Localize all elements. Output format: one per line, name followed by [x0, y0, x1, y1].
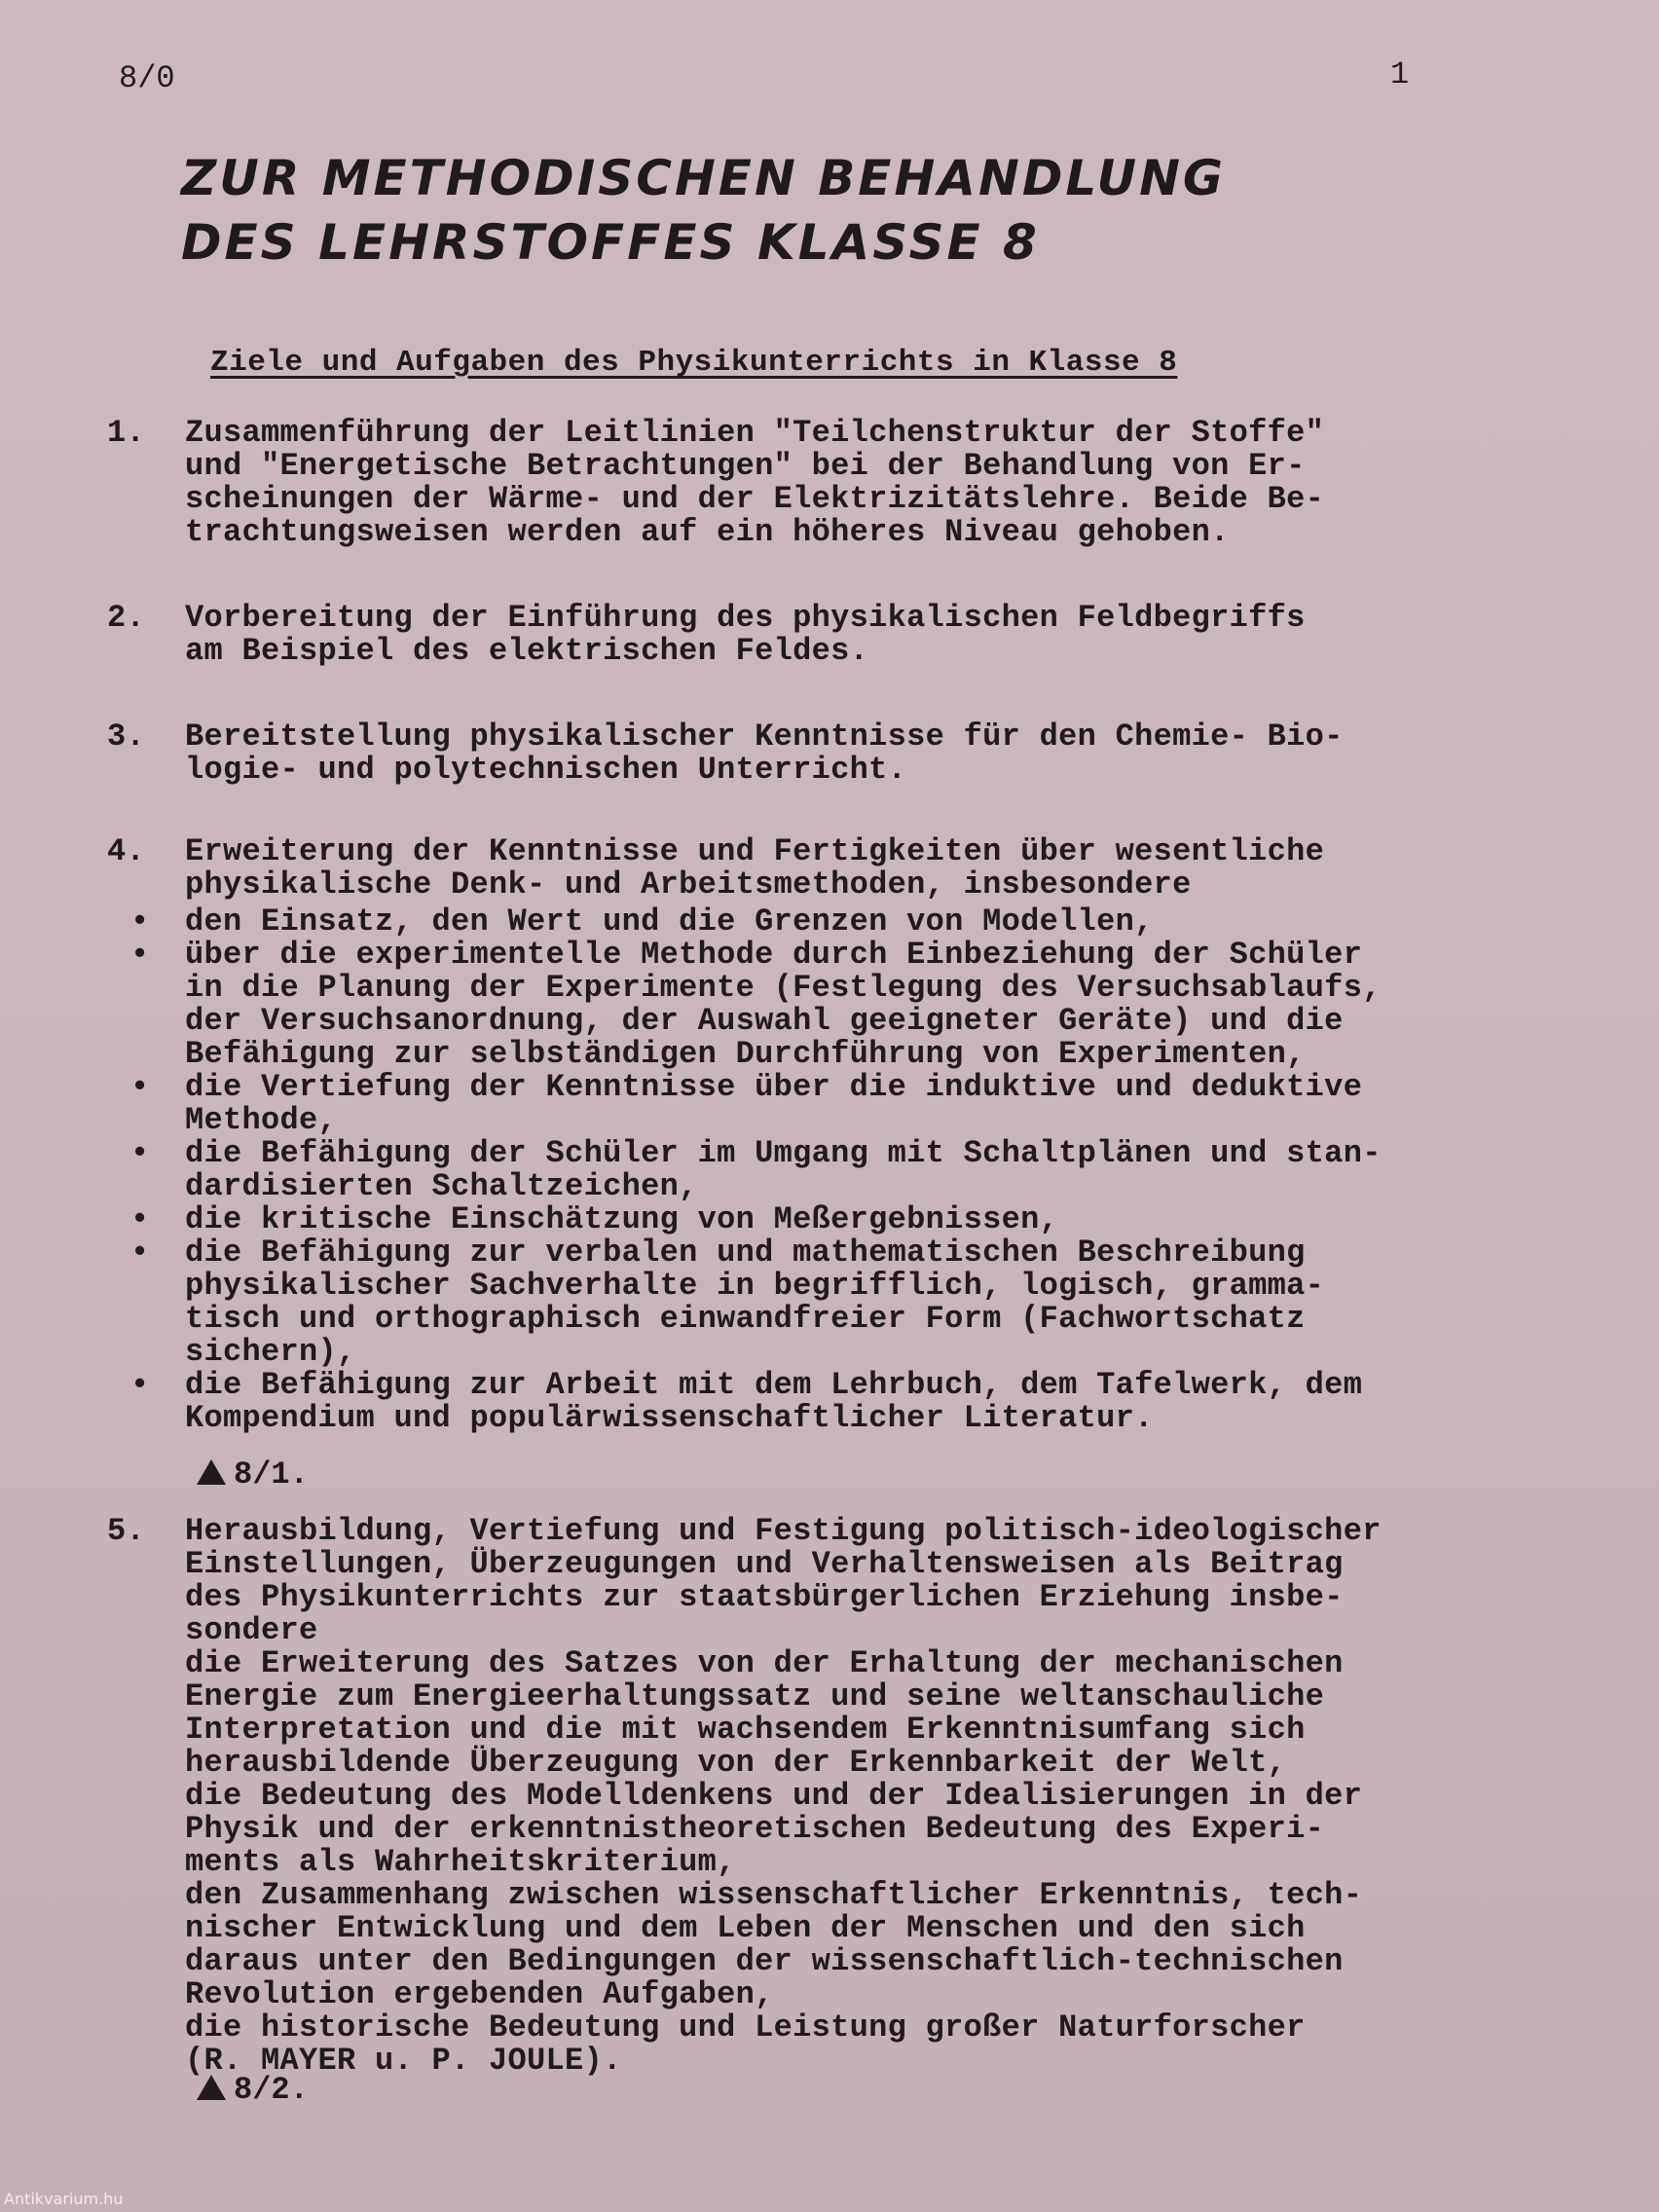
list-item: • über die experimentelle Methode durch Einbeziehung der Schüler in die Planung der Experimente (Festlegung des Versuchsablaufs, der Versuchsanordnung, der Auswahl geeigneter Geräte) und die Befähigung zur selbständigen Durchführung von Experimenten,: [130, 937, 1382, 1072]
bullet-dot: •: [130, 1367, 150, 1403]
list-item: • die Vertiefung der Kenntnisse über die induktive und deduktive Methode,: [130, 1069, 1363, 1138]
title-line-2: DES LEHRSTOFFES KLASSE 8: [181, 214, 1040, 271]
goal-text: Herausbildung, Vertiefung und Festigung politisch-ideologischer Einstellungen, Überzeugungen und Verhaltensweisen als Beitrag des Physikunterrichts zur staatsbürgerlichen Erziehung insbe- sondere die Erweiterung des Satzes von der Erhaltung der mechanischen Energie zum Energieerhaltungssatz und seine weltanschauliche Interpretation und die mit wachsendem Erkenntnisumfang sich herausbildende Überzeugung von der Erkennbarkeit der Welt, die Bedeutung des Modelldenkens und der Idealisierungen in der Physik und der erkenntnistheoretischen Bedeutung des Experi- ments als Wahrheitskriterium, den Zusammenhang zwischen wissenschaftlicher Erkenntnis, tech- nischer Entwicklung und dem Leben der Menschen und den sich daraus unter den Bedingungen der wissenschaftlich-technischen Revolution ergebenden Aufgaben, die historische Bedeutung und Leistung großer Naturforscher (R. MAYER u. P. JOULE).: [185, 1513, 1382, 2079]
document-title: [181, 146, 1226, 275]
bullet-dot: •: [130, 1069, 150, 1105]
list-item: • die Befähigung der Schüler im Umgang mit Schaltplänen und stan- dardisierten Schaltzeichen,: [130, 1135, 1382, 1204]
reference-marker-1: 8/1.: [197, 1456, 309, 1493]
goal-item-4: [107, 835, 1490, 1435]
goal-number: 3.: [107, 719, 146, 755]
goal-item-1: [107, 417, 1490, 549]
goal-item-3: [107, 720, 1490, 787]
bullet-dot: •: [130, 903, 150, 940]
bullet-dot: •: [130, 1201, 150, 1237]
reference-marker-2: 8/2.: [197, 2072, 309, 2108]
goal-text: Vorbereitung der Einführung des physikalischen Feldbegriffs am Beispiel des elektrischen Feldes.: [185, 600, 1306, 669]
title-line-1: ZUR METHODISCHEN BEHANDLUNG: [181, 150, 1226, 206]
goal-number: 2.: [107, 600, 146, 636]
triangle-icon: [197, 1459, 226, 1485]
goal-number: 1.: [107, 415, 146, 451]
page-code: 8/0: [119, 60, 175, 96]
section-heading: Ziele und Aufgaben des Physikunterrichts in Klasse 8: [210, 346, 1178, 380]
list-item: • die Befähigung zur verbalen und mathematischen Beschreibung physikalischer Sachverhalte in begrifflich, logisch, gramma- tisch und orthographisch einwandfreier Form (Fachwortschatz sichern),: [130, 1235, 1325, 1370]
bullet-dot: •: [130, 1235, 150, 1271]
watermark: Antikvarium.hu: [4, 2190, 124, 2208]
bullet-dot: •: [130, 937, 150, 973]
goal-number: 4.: [107, 833, 146, 869]
list-item: • die kritische Einschätzung von Meßergebnissen,: [130, 1201, 1059, 1237]
goal-item-5: [107, 1515, 1490, 2078]
list-item: • die Befähigung zur Arbeit mit dem Lehrbuch, dem Tafelwerk, dem Kompendium und populärwissenschaftlicher Literatur.: [130, 1367, 1363, 1436]
goal-text: Zusammenführung der Leitlinien "Teilchenstruktur der Stoffe" und "Energetische Betrachtungen" bei der Behandlung von Er- scheinungen der Wärme- und der Elektrizitätslehre. Beide Be- trachtungsweisen werden auf ein höheres Niveau gehoben.: [185, 415, 1325, 550]
goal-number: 5.: [107, 1513, 146, 1549]
page-number: 1: [1390, 56, 1410, 92]
method-list: [107, 905, 1490, 1435]
triangle-icon: [197, 2075, 226, 2100]
bullet-dot: •: [130, 1135, 150, 1171]
goal-item-2: [107, 602, 1490, 668]
goal-text: Bereitstellung physikalischer Kenntnisse für den Chemie- Bio- logie- und polytechnischen Unterricht.: [185, 719, 1344, 788]
list-item: • den Einsatz, den Wert und die Grenzen von Modellen,: [130, 903, 1154, 940]
goal-text: Erweiterung der Kenntnisse und Fertigkeiten über wesentliche physikalische Denk- und Arbeitsmethoden, insbesondere: [185, 833, 1325, 903]
